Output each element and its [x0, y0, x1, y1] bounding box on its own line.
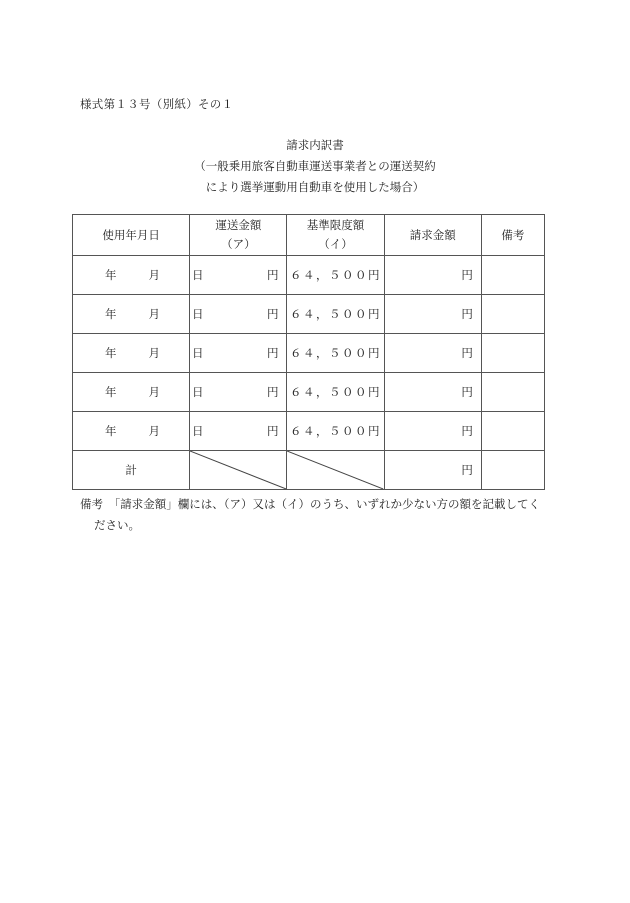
limit-amount-cell: ６４，５００円 — [287, 256, 384, 295]
total-remarks-cell[interactable] — [481, 451, 544, 490]
claim-amount-cell[interactable]: 円 — [384, 412, 481, 451]
title-subtitle-line2: により選挙運動用自動車を使用した場合） — [205, 180, 425, 194]
remarks-cell[interactable] — [481, 256, 544, 295]
total-claim-amount-cell[interactable]: 円 — [384, 451, 481, 490]
header-date: 使用年月日 — [73, 215, 190, 256]
claim-amount-cell[interactable]: 円 — [384, 334, 481, 373]
table-total-row — [73, 451, 545, 490]
remarks-cell[interactable] — [481, 295, 544, 334]
claim-amount-cell[interactable]: 円 — [384, 295, 481, 334]
limit-amount-cell: ６４，５００円 — [287, 295, 384, 334]
document-title — [0, 135, 630, 198]
year-label: 年 — [105, 385, 117, 399]
date-cell[interactable] — [73, 256, 204, 295]
table-row — [73, 295, 545, 334]
year-label: 年 — [105, 424, 117, 438]
transport-amount-cell[interactable]: 円 — [190, 373, 287, 412]
title-main: 請求内訳書 — [286, 138, 344, 152]
limit-amount-cell: ６４，５００円 — [287, 412, 384, 451]
day-label: 日 — [192, 346, 204, 360]
header-limit-amount-sub: （イ） — [318, 237, 353, 251]
claim-amount-cell[interactable]: 円 — [384, 256, 481, 295]
month-label: 月 — [148, 424, 160, 438]
year-label: 年 — [105, 346, 117, 360]
transport-amount-cell[interactable]: 円 — [190, 295, 287, 334]
remarks-cell[interactable] — [481, 373, 544, 412]
table-row — [73, 256, 545, 295]
date-cell[interactable] — [73, 295, 204, 334]
total-label: 計 — [73, 451, 190, 490]
month-label: 月 — [148, 268, 160, 282]
header-transport-amount — [190, 215, 287, 256]
header-transport-amount-label: 運送金額 — [215, 218, 262, 232]
table-row — [73, 373, 545, 412]
date-cell[interactable] — [73, 412, 204, 451]
day-label: 日 — [192, 307, 204, 321]
remarks-cell[interactable] — [481, 334, 544, 373]
table-row — [73, 334, 545, 373]
limit-amount-cell: ６４，５００円 — [287, 373, 384, 412]
limit-amount-cell: ６４，５００円 — [287, 334, 384, 373]
claim-amount-cell[interactable]: 円 — [384, 373, 481, 412]
month-label: 月 — [148, 307, 160, 321]
header-remarks: 備考 — [481, 215, 544, 256]
total-limit-crossed-cell — [287, 451, 384, 490]
day-label: 日 — [192, 424, 204, 438]
remarks-note-line2: ださい。 — [94, 518, 140, 532]
title-subtitle-line1: （一般乗用旅客自動車運送事業者との運送契約 — [194, 159, 436, 173]
total-transport-crossed-cell — [190, 451, 287, 490]
date-cell[interactable] — [73, 373, 204, 412]
remarks-note-line1: 備考 「請求金額」欄には、（ア）又は（イ）のうち、いずれか少ない方の額を記載してく — [80, 497, 540, 511]
table-header-row — [73, 215, 545, 256]
day-label: 日 — [192, 385, 204, 399]
claim-breakdown-table — [72, 214, 545, 490]
date-cell[interactable] — [73, 334, 204, 373]
month-label: 月 — [148, 385, 160, 399]
remarks-note — [80, 494, 560, 536]
year-label: 年 — [105, 307, 117, 321]
transport-amount-cell[interactable]: 円 — [190, 334, 287, 373]
table-row — [73, 412, 545, 451]
transport-amount-cell[interactable]: 円 — [190, 256, 287, 295]
form-number: 様式第１３号（別紙）その１ — [80, 97, 234, 111]
header-limit-amount — [287, 215, 384, 256]
header-transport-amount-sub: （ア） — [221, 237, 256, 251]
year-label: 年 — [105, 268, 117, 282]
header-limit-amount-label: 基準限度額 — [306, 218, 365, 232]
month-label: 月 — [148, 346, 160, 360]
header-claim-amount: 請求金額 — [384, 215, 481, 256]
transport-amount-cell[interactable]: 円 — [190, 412, 287, 451]
remarks-cell[interactable] — [481, 412, 544, 451]
day-label: 日 — [192, 268, 204, 282]
diagonal-strike-icon — [287, 451, 383, 489]
diagonal-strike-icon — [190, 451, 286, 489]
